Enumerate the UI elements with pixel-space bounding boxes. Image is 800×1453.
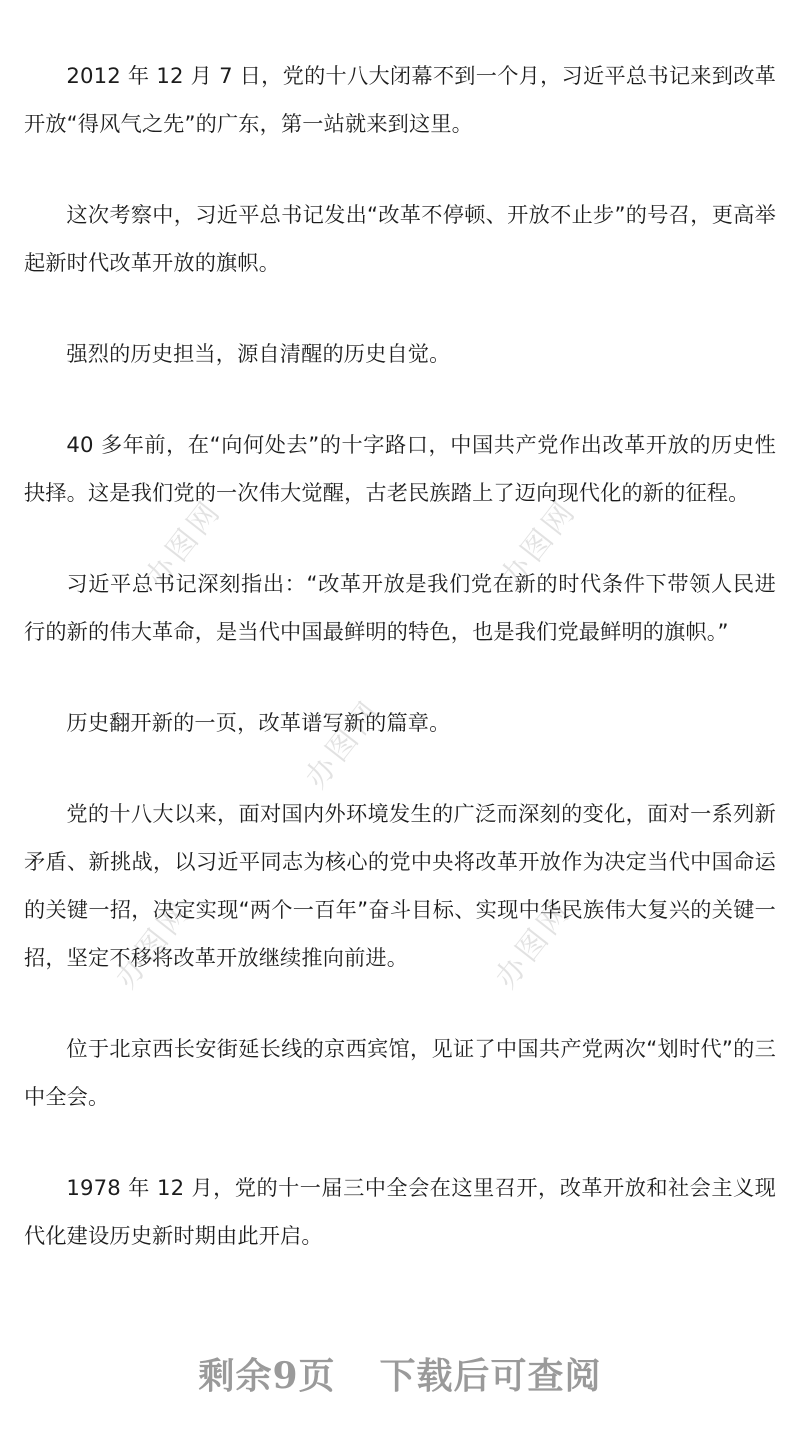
download-hint-label: 下载后可查阅	[379, 1355, 602, 1397]
paragraph: 1978 年 12 月，党的十一届三中全会在这里召开，改革开放和社会主义现代化建设历史新时期由此开启。	[24, 1175, 776, 1248]
document-body	[24, 52, 776, 1303]
paragraph: 这次考察中，习近平总书记发出“改革不停顿、开放不止步”的号召，更高举起新时代改革开放的旗帜。	[24, 202, 776, 275]
paragraph: 习近平总书记深刻指出：“改革开放是我们党在新的时代条件下带领人民进行的新的伟大革命，是当代中国最鲜明的特色，也是我们党最鲜明的旗帜。”	[24, 571, 776, 644]
paragraph: 历史翻开新的一页，改革谱写新的篇章。	[66, 710, 451, 735]
paragraph: 强烈的历史担当，源自清醒的历史自觉。	[66, 341, 451, 366]
paragraph: 党的十八大以来，面对国内外环境发生的广泛而深刻的变化，面对一系列新矛盾、新挑战，以习近平同志为核心的党中央将改革开放作为决定当代中国命运的关键一招，决定实现“两个一百年”奋斗目标、实现中华民族伟大复兴的关键一招，坚定不移将改革开放继续推向前进。	[24, 801, 776, 970]
paragraph: 40 多年前，在“向何处去”的十字路口，中国共产党作出改革开放的历史性抉择。这是我们党的一次伟大觉醒，古老民族踏上了迈向现代化的新的征程。	[24, 432, 776, 505]
paragraph: 位于北京西长安街延长线的京西宾馆，见证了中国共产党两次“划时代”的三中全会。	[24, 1036, 776, 1109]
watermark: 办图网	[298, 693, 389, 796]
watermark: 办图网	[493, 493, 584, 596]
download-prompt[interactable]	[0, 1348, 800, 1399]
watermark: 办图网	[138, 493, 229, 596]
watermark: 办图网	[488, 893, 579, 996]
remaining-pages-label: 剩余9页	[198, 1355, 336, 1397]
watermark: 办图网	[108, 893, 199, 996]
paragraph: 2012 年 12 月 7 日，党的十八大闭幕不到一个月，习近平总书记来到改革开放“得风气之先”的广东，第一站就来到这里。	[24, 63, 776, 136]
